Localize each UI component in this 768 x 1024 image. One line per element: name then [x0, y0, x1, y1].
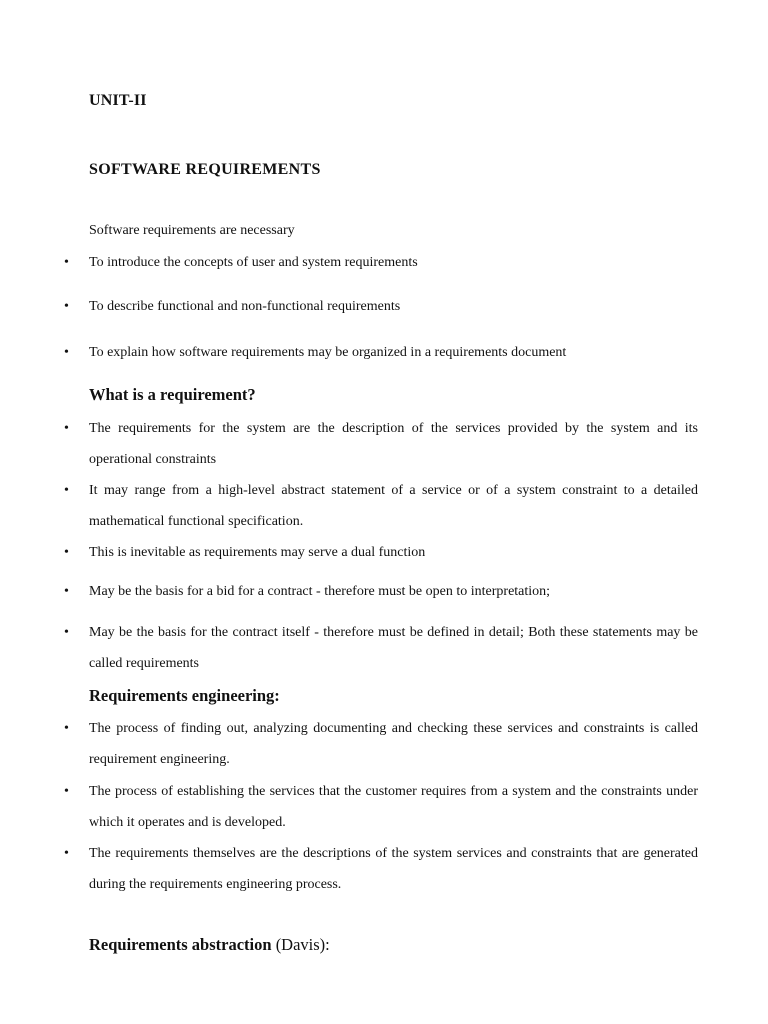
- section-heading-requirement: What is a requirement?: [89, 385, 256, 404]
- list-item-text: May be the basis for a bid for a contract - therefore must be open to interpretation;: [89, 584, 551, 599]
- list-item-text: To describe functional and non-functional requirements: [89, 299, 401, 314]
- heading-bold-part: Requirements abstraction: [89, 935, 272, 954]
- bullet-icon: •: [64, 846, 69, 861]
- section-heading-requirements-engineering: Requirements engineering:: [89, 686, 280, 705]
- bullet-icon: •: [64, 625, 69, 640]
- list-item-text: May be the basis for the contract itself - therefore must be defined in detail; Both these statements may be called requirements: [89, 625, 698, 671]
- bullet-icon: •: [64, 784, 69, 799]
- bullet-icon: •: [64, 584, 69, 599]
- list-item-text: The process of establishing the services that the customer requires from a system and the constraints under which it operates and is developed.: [89, 784, 698, 830]
- section-heading-requirements-abstraction: [89, 935, 330, 955]
- heading-normal-part: (Davis):: [271, 935, 330, 954]
- unit-label: UNIT-II: [89, 92, 147, 109]
- list-item-text: This is inevitable as requirements may serve a dual function: [89, 545, 426, 560]
- list-item-text: The process of finding out, analyzing documenting and checking these services and constraints is called requirement engineering.: [89, 721, 698, 767]
- bullet-icon: •: [64, 545, 69, 560]
- bullet-icon: •: [64, 483, 69, 498]
- list-item-text: The requirements for the system are the description of the services provided by the system and its operational constraints: [89, 421, 698, 467]
- bullet-icon: •: [64, 345, 69, 360]
- bullet-icon: •: [64, 299, 69, 314]
- bullet-icon: •: [64, 255, 69, 270]
- list-item-text: It may range from a high-level abstract statement of a service or of a system constraint to a detailed mathematical functional specification.: [89, 483, 698, 529]
- bullet-icon: •: [64, 721, 69, 736]
- intro-text: Software requirements are necessary: [89, 223, 295, 238]
- list-item-text: To explain how software requirements may be organized in a requirements document: [89, 345, 567, 360]
- list-item-text: The requirements themselves are the descriptions of the system services and constraints that are generated during the requirements engineering process.: [89, 846, 698, 892]
- page-title: SOFTWARE REQUIREMENTS: [89, 161, 321, 178]
- bullet-icon: •: [64, 421, 69, 436]
- list-item-text: To introduce the concepts of user and system requirements: [89, 255, 418, 270]
